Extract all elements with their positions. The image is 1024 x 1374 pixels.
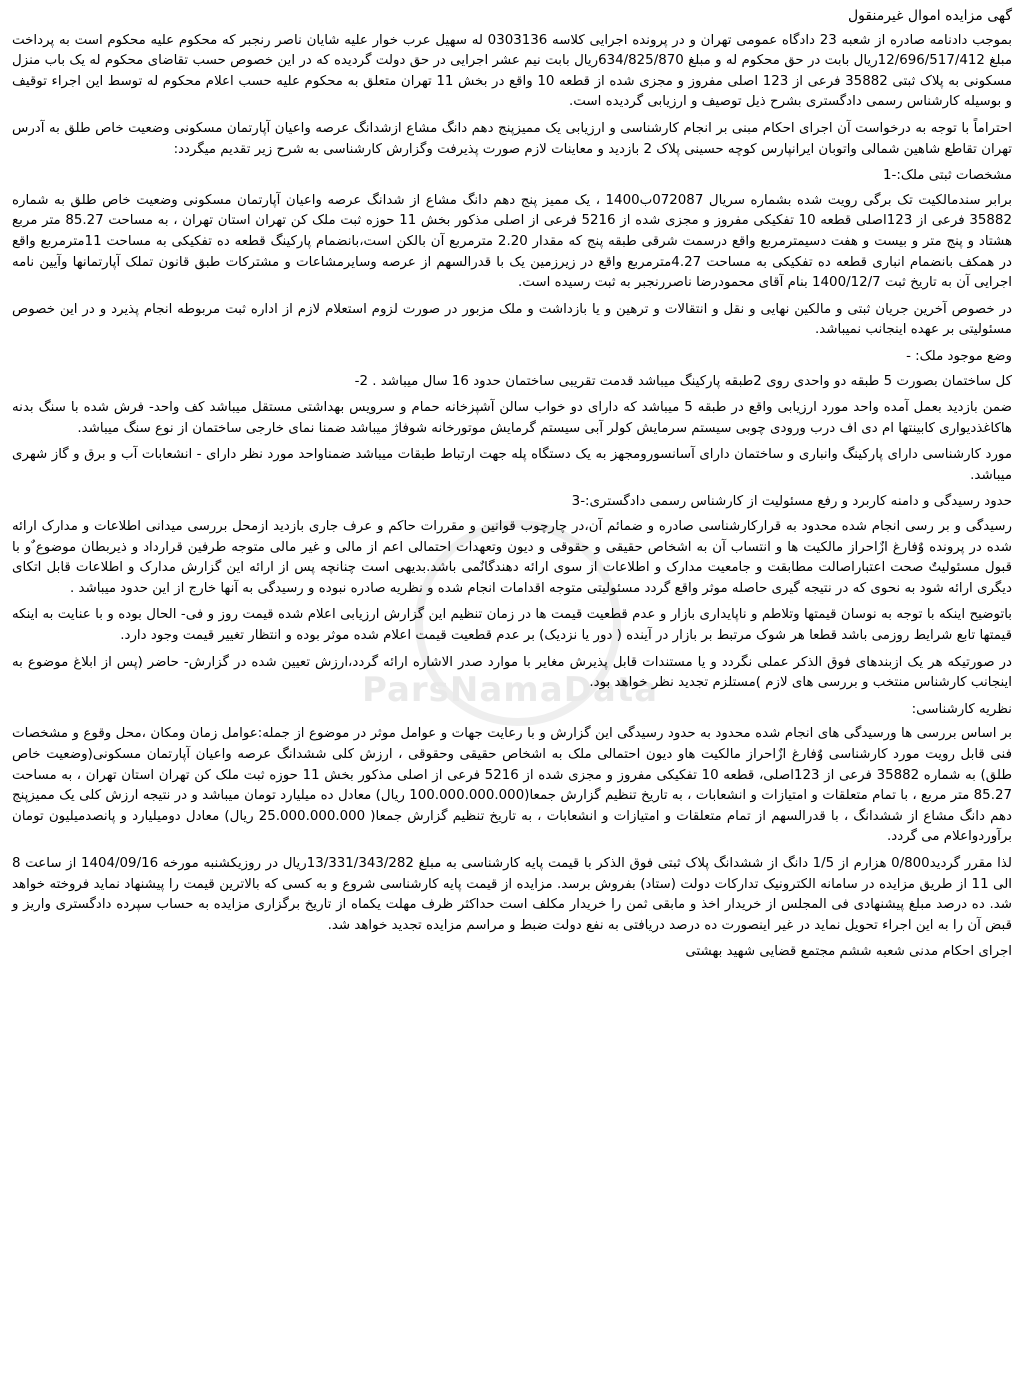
paragraph-facilities: مورد کارشناسی دارای پارکینگ وانباری و ساختمان دارای آسانسورومجهز به یک دستگاه پله جهت ارتباط طبقات میباشد ضمناواحد مورد نظر دارای - انشعابات آب و برق و گاز شهری میباشد. bbox=[12, 447, 1012, 483]
heading-registration-details: مشخصات ثبتی ملک:-1 bbox=[882, 168, 1012, 184]
heading-expert-opinion: نظریه کارشناسی: bbox=[911, 701, 1012, 717]
document-title: گهی مزایده اموال غیرمنقول bbox=[848, 8, 1012, 24]
document-page bbox=[12, 6, 1012, 969]
paragraph-registration: برابر سندمالکیت تک برگی رویت شده بشماره سریال 072087ب1400 ، یک ممیز پنج دهم دانگ مشاع از شدانگ عرصه واعیان آپارتمان مسکونی وضعیت خاص طلق به شماره 35882 فرعی از 123اصلی قطعه 10 تفکیکی مفروز و مجزی شده از 5216 فرعی از اصلی مذکور بخش 11 حوزه ثبت ملک کن تهران استان تهران ، به مساحت 85.27 متر مربع هشتاد و پنج متر و بیست و هفت دسیمترمربع واقع درسمت شرقی طبقه پنج که مقدار 2.20 مترمربع آن بالکن است،بانضمام پارکینگ قطعه ده تفکیکی به مساحت 11مترمربع واقع در همکف بانضمام انباری قطعه ده تفکیکی به مساحت 4.27مترمربع واقع در زیرزمین یک با قدرالسهم از عرصه وسایرمشاعات و مشترکات طبق قانون تملک آپارتمانها وآیین نامه اجرایی آن به تاریخ ثبت 1400/12/7 بنام آقای محمودرضا ناصررنجبر به ثبت رسیده است. bbox=[12, 192, 1013, 291]
paragraph-price-volatility: باتوضیح اینکه با توجه به نوسان قیمتها وتلاطم و ناپایداری بازار و عدم قطعیت قیمت ها در زمان تنظیم این گزارش ارزیابی اعلام شده قیمت روز و فی- الحال بوده و با عنایت به اینکه قیمتها تابع شرایط روزمی باشد قطعا هر شوک مرتبط بر بازار در آینده ( دور یا نزدیک) بر عدم قطعیت قیمت اعلام شده موثر بوده و انتظار تغییر قیمت وجود دارد. bbox=[12, 607, 1012, 644]
document-footer: اجرای احکام مدنی شعبه ششم مجتمع قضایی شهید بهشتی bbox=[685, 944, 1012, 960]
paragraph-auction-terms: لذا مقرر گردید0/800 هزارم از 1/5 دانگ از ششدانگ پلاک ثبتی فوق الذکر با قیمت پایه کارشناسی به مبلغ 13/331/343/282ریال در روزیکشنبه مورخه 1404/09/16 از ساعت 8 الی 11 از طریق مزایده در سامانه الکترونیک تدارکات دولت (ستاد) بفروش برسد. مزایده از قیمت پایه کارشناسی شروع و به کسی که بالاترین قیمت را پیشنهاد نماید فروخته خواهد شد. ده درصد مبلغ پیشنهادی فی المجلس از خریدار اخذ و مابقی ثمن را خریدار مکلف است حداکثر ظرف مهلت یکماه از تاریخ برگزاری مزایده به حساب سپرده دادگستری واریز و قبض آن را به این اجراء تحویل نماید در غیر اینصورت ده درصد دریافتی به نفع دولت ضبط و مراسم مزایده تجدید خواهد شد. bbox=[12, 855, 1013, 933]
paragraph-unit-description: ضمن بازدید بعمل آمده واحد مورد ارزیابی واقع در طبقه 5 میباشد که دارای دو خواب سالن آشپزخانه حمام و سرویس بهداشتی مستقل میباشد کف واحد- فرش شده با سنگ بدنه هاکاغذدیواری کابینتها ام دی اف درب ورودی چوبی سیستم سرمایش کولر آبی سیستم گرمایش موتورخانه شوفاژ میباشد ضمنا نمای خارجی ساختمان از نوع سنگ میباشد. bbox=[12, 400, 1012, 436]
paragraph-scope: رسیدگی و بر رسی انجام شده محدود به قرارکارشناسی صادره و ضمائم آن،در چارچوب قوانین و مقررات حاکم و عرف جاری بازدید ازمحل بررسی میدانی اطلاعات و مدارک ارائه شده در پرونده وٌفارغ ازٌاحراز مالکیت ها و انتساب آن به اشخاص حقیقی و حقوقی و دیون وتعهدات احتمالی اعم از مالی و غیر مالی متوجه طرفین قرارداد و ذیربطان موضوع ٌو با قبول مسئولیتٌ صحت اعتباراصالت مطابقت و جامعیت مدارک و اطلاعات از سوی ارائه دهندگانٌمی باشد.بدیهی است چنانچه پس از ارائه این گزارش مدارک و اطلاعات قابل اتکای دیگری ارائه شود به نحوی که در نتیجه گیری حاصله موثر واقع گردد مسئولیتی متوجه اقدامات انجام شده و نظریه صادره نبوده و رسیدگی به آنها خارج از این حدود میباشد . bbox=[12, 519, 1012, 596]
paragraph-request: احتراماً با توجه به درخواست آن اجرای احکام مبنی بر انجام کارشناسی و ارزیابی یک ممیزپنج دهم دانگ مشاع ازشدانگ عرصه واعیان آپارتمان مسکونی وضعیت خاص طلق به آدرس تهران تقاطع شاهین شمالی واتوبان ایرانپارس کوچه حسینی پلاک 2 بازدید و معاینات لازم صورت پذیرفت وگزارش کارشناسی به شرح زیر تقدیم میگردد: bbox=[12, 120, 1012, 157]
heading-scope: حدود رسیدگی و دامنه کاربرد و رفع مسئولیت از کارشناس رسمی دادگستری:-3 bbox=[571, 494, 1012, 510]
heading-current-condition: وضع موجود ملک: - bbox=[906, 348, 1012, 364]
paragraph-valuation: بر اساس بررسی ها ورسیدگی های انجام شده محدود به حدود رسیدگی این گزارش و با رعایت جهات و عوامل موثر در موضوع از جمله:عوامل زمان ومکان ،محل وقوع و مشخصات فنی قابل رویت مورد کارشناسی وٌفارغ ازٌاحراز مالکیت هاو دیون احتمالی ملک به اشخاص حقیقی وحقوقی ، ارزش کلی ششدانگ عرصه واعیان آپارتمان مسکونی(وضعیت خاص طلق) به شماره 35882 فرعی از 123اصلی، قطعه 10 تفکیکی مفروز و مجزی شده از 5216 فرعی از اصلی مذکور بخش 11 حوزه ثبت ملک کن تهران استان تهران ، به مساحت 85.27 متر مربع ، با تمام متعلقات و امتیازات و انشعابات ، به تاریخ تنظیم گزارش جمعا(100.000.000.000 ریال) معادل ده میلیارد تومان میباشد و در نتیجه ارزش کلی یک ممیزپنج دهم دانگ مشاع از ششدانگ ، با قدرالسهم از تمام متعلقات و امتیازات و انشعابات ، به تاریخ تنظیم گزارش جمعا( 25.000.000.000 ریال) معادل دومیلیارد و پانصدمیلیون تومان برآوردواعلام می گردد. bbox=[12, 726, 1013, 845]
paragraph-verdict: بموجب دادنامه صادره از شعبه 23 دادگاه عمومی تهران و در پرونده اجرایی کلاسه 0303136 له سهیل عرب خوار علیه شایان ناصر رنجبر که محکوم علیه محکوم است به پرداخت مبلغ 12/696/517/412ریال بابت در حق محکوم له و مبلغ 634/825/870ریال بابت نیم عشر اجرایی در حق دولت گردیده که در این خصوص حسب تقاضای محکوم له یک باب منزل مسکونی به پلاک ثبتی 35882 فرعی از 123 اصلی مفروز و مجزی شده از قطعه 10 واقع در بخش 11 تهران متعلق به محکوم علیه حسب اعلام محکوم له توسط این اجراء توقیف و بوسیله کارشناس رسمی دادگستری بشرح ذیل توصیف و ارزیابی گردیده است. bbox=[12, 32, 1013, 110]
watermark-text: ParsNamaData bbox=[361, 670, 659, 710]
paragraph-revision: در صورتیکه هر یک ازبندهای فوق الذکر عملی نگردد و یا مستندات قابل پذیرش مغایر با موارد صدر الاشاره ارائه گردد،ارزش تعیین شده در گزارش- حاضر (پس از ابلاغ موضوع به اینجانب کارشناس منتخب و بررسی های لازم )مستلزم تجدید نظر خواهد بود. bbox=[12, 654, 1012, 691]
paragraph-registry-inquiry: در خصوص آخرین جریان ثبتی و مالکین نهایی و نقل و انتقالات و ترهین و یا بازداشت و ملک مزبور در صورت لزوم استعلام لازم از اداره ثبت مربوطه انجام پذیرد و در این خصوص مسئولیتی بر عهده اینجانب نمیباشد. bbox=[12, 301, 1012, 338]
paragraph-building: کل ساختمان بصورت 5 طبقه دو واحدی روی 2طبقه پارکینگ میباشد قدمت تقریبی ساختمان حدود 16 سال میباشد . 2- bbox=[354, 373, 1012, 389]
